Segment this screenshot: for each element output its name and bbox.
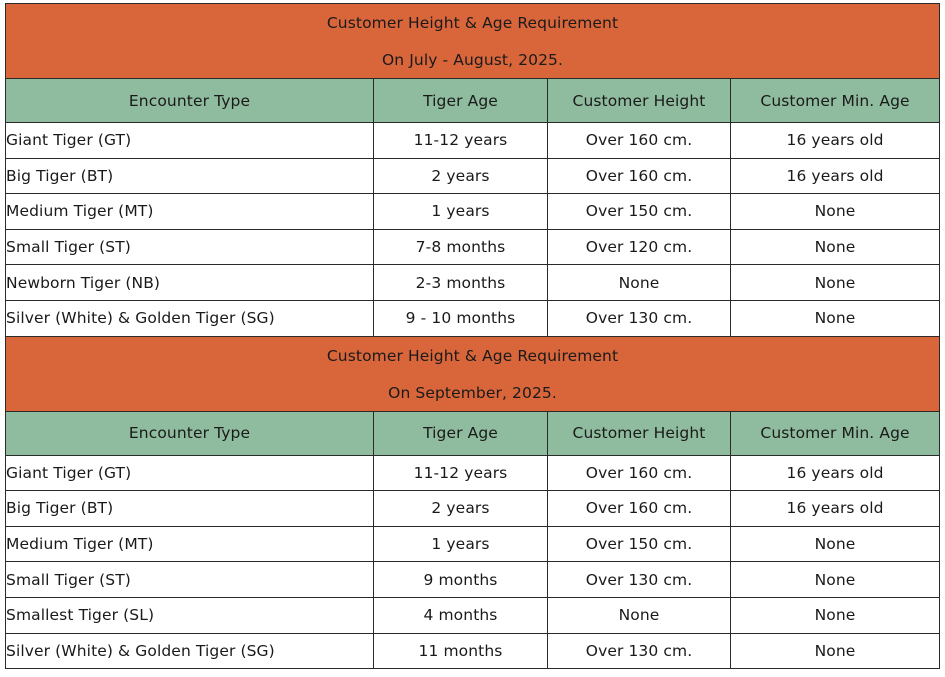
table-row: [6, 597, 940, 633]
column-header-row: [6, 79, 940, 123]
table-row: [6, 633, 940, 669]
customer-min-age-cell: None: [731, 300, 940, 336]
section-title: Customer Height & Age Requirement: [326, 14, 619, 32]
tiger-age-cell: 11-12 years: [374, 123, 548, 159]
customer-height-cell: Over 150 cm.: [548, 526, 731, 562]
section-july-august: [6, 4, 940, 337]
section-title-banner: [6, 336, 940, 411]
encounter-type-cell: Small Tiger (ST): [6, 229, 374, 265]
table-row: [6, 491, 940, 527]
section-september: [6, 336, 940, 669]
encounter-type-cell: Silver (White) & Golden Tiger (SG): [6, 633, 374, 669]
customer-height-cell: Over 160 cm.: [548, 158, 731, 194]
column-header-encounter-type: Encounter Type: [6, 79, 374, 123]
customer-height-cell: Over 130 cm.: [548, 562, 731, 598]
tiger-age-cell: 11 months: [374, 633, 548, 669]
column-header-encounter-type: Encounter Type: [6, 411, 374, 455]
column-header-tiger-age: Tiger Age: [374, 411, 548, 455]
customer-min-age-cell: 16 years old: [731, 123, 940, 159]
customer-min-age-cell: None: [731, 633, 940, 669]
table-row: [6, 455, 940, 491]
requirement-sheet: [5, 3, 939, 669]
customer-height-cell: Over 130 cm.: [548, 300, 731, 336]
encounter-type-cell: Medium Tiger (MT): [6, 194, 374, 230]
tiger-age-cell: 9 months: [374, 562, 548, 598]
tiger-age-cell: 11-12 years: [374, 455, 548, 491]
customer-min-age-cell: 16 years old: [731, 491, 940, 527]
encounter-type-cell: Giant Tiger (GT): [6, 455, 374, 491]
table-row: [6, 526, 940, 562]
column-header-customer-height: Customer Height: [548, 79, 731, 123]
customer-min-age-cell: None: [731, 562, 940, 598]
tiger-age-cell: 2 years: [374, 491, 548, 527]
encounter-type-cell: Small Tiger (ST): [6, 562, 374, 598]
section-period: On September, 2025.: [388, 383, 557, 402]
column-header-tiger-age: Tiger Age: [374, 79, 548, 123]
requirement-table: [5, 3, 940, 669]
customer-height-cell: Over 160 cm.: [548, 491, 731, 527]
table-row: [6, 123, 940, 159]
encounter-type-cell: Silver (White) & Golden Tiger (SG): [6, 300, 374, 336]
section-title: Customer Height & Age Requirement: [326, 346, 619, 365]
tiger-age-cell: 4 months: [374, 597, 548, 633]
encounter-type-cell: Smallest Tiger (SL): [6, 597, 374, 633]
customer-height-cell: Over 150 cm.: [548, 194, 731, 230]
table-row: [6, 265, 940, 301]
customer-height-cell: Over 160 cm.: [548, 455, 731, 491]
tiger-age-cell: 1 years: [374, 526, 548, 562]
encounter-type-cell: Big Tiger (BT): [6, 491, 374, 527]
customer-min-age-cell: None: [731, 597, 940, 633]
column-header-customer-min-age: Customer Min. Age: [731, 411, 940, 455]
customer-min-age-cell: None: [731, 265, 940, 301]
table-row: [6, 194, 940, 230]
customer-min-age-cell: None: [731, 194, 940, 230]
tiger-age-cell: 2-3 months: [374, 265, 548, 301]
customer-height-cell: Over 130 cm.: [548, 633, 731, 669]
table-row: [6, 562, 940, 598]
customer-height-cell: Over 120 cm.: [548, 229, 731, 265]
customer-height-cell: None: [548, 265, 731, 301]
customer-min-age-cell: None: [731, 526, 940, 562]
encounter-type-cell: Giant Tiger (GT): [6, 123, 374, 159]
tiger-age-cell: 2 years: [374, 158, 548, 194]
column-header-customer-height: Customer Height: [548, 411, 731, 455]
tiger-age-cell: 1 years: [374, 194, 548, 230]
table-row: [6, 300, 940, 336]
encounter-type-cell: Big Tiger (BT): [6, 158, 374, 194]
column-header-customer-min-age: Customer Min. Age: [731, 79, 940, 123]
section-title-banner: [6, 4, 940, 79]
section-period: On July - August, 2025.: [382, 51, 564, 69]
customer-height-cell: Over 160 cm.: [548, 123, 731, 159]
customer-min-age-cell: None: [731, 229, 940, 265]
customer-height-cell: None: [548, 597, 731, 633]
table-row: [6, 229, 940, 265]
tiger-age-cell: 7-8 months: [374, 229, 548, 265]
customer-min-age-cell: 16 years old: [731, 158, 940, 194]
encounter-type-cell: Medium Tiger (MT): [6, 526, 374, 562]
customer-min-age-cell: 16 years old: [731, 455, 940, 491]
table-row: [6, 158, 940, 194]
tiger-age-cell: 9 - 10 months: [374, 300, 548, 336]
encounter-type-cell: Newborn Tiger (NB): [6, 265, 374, 301]
column-header-row: [6, 411, 940, 455]
